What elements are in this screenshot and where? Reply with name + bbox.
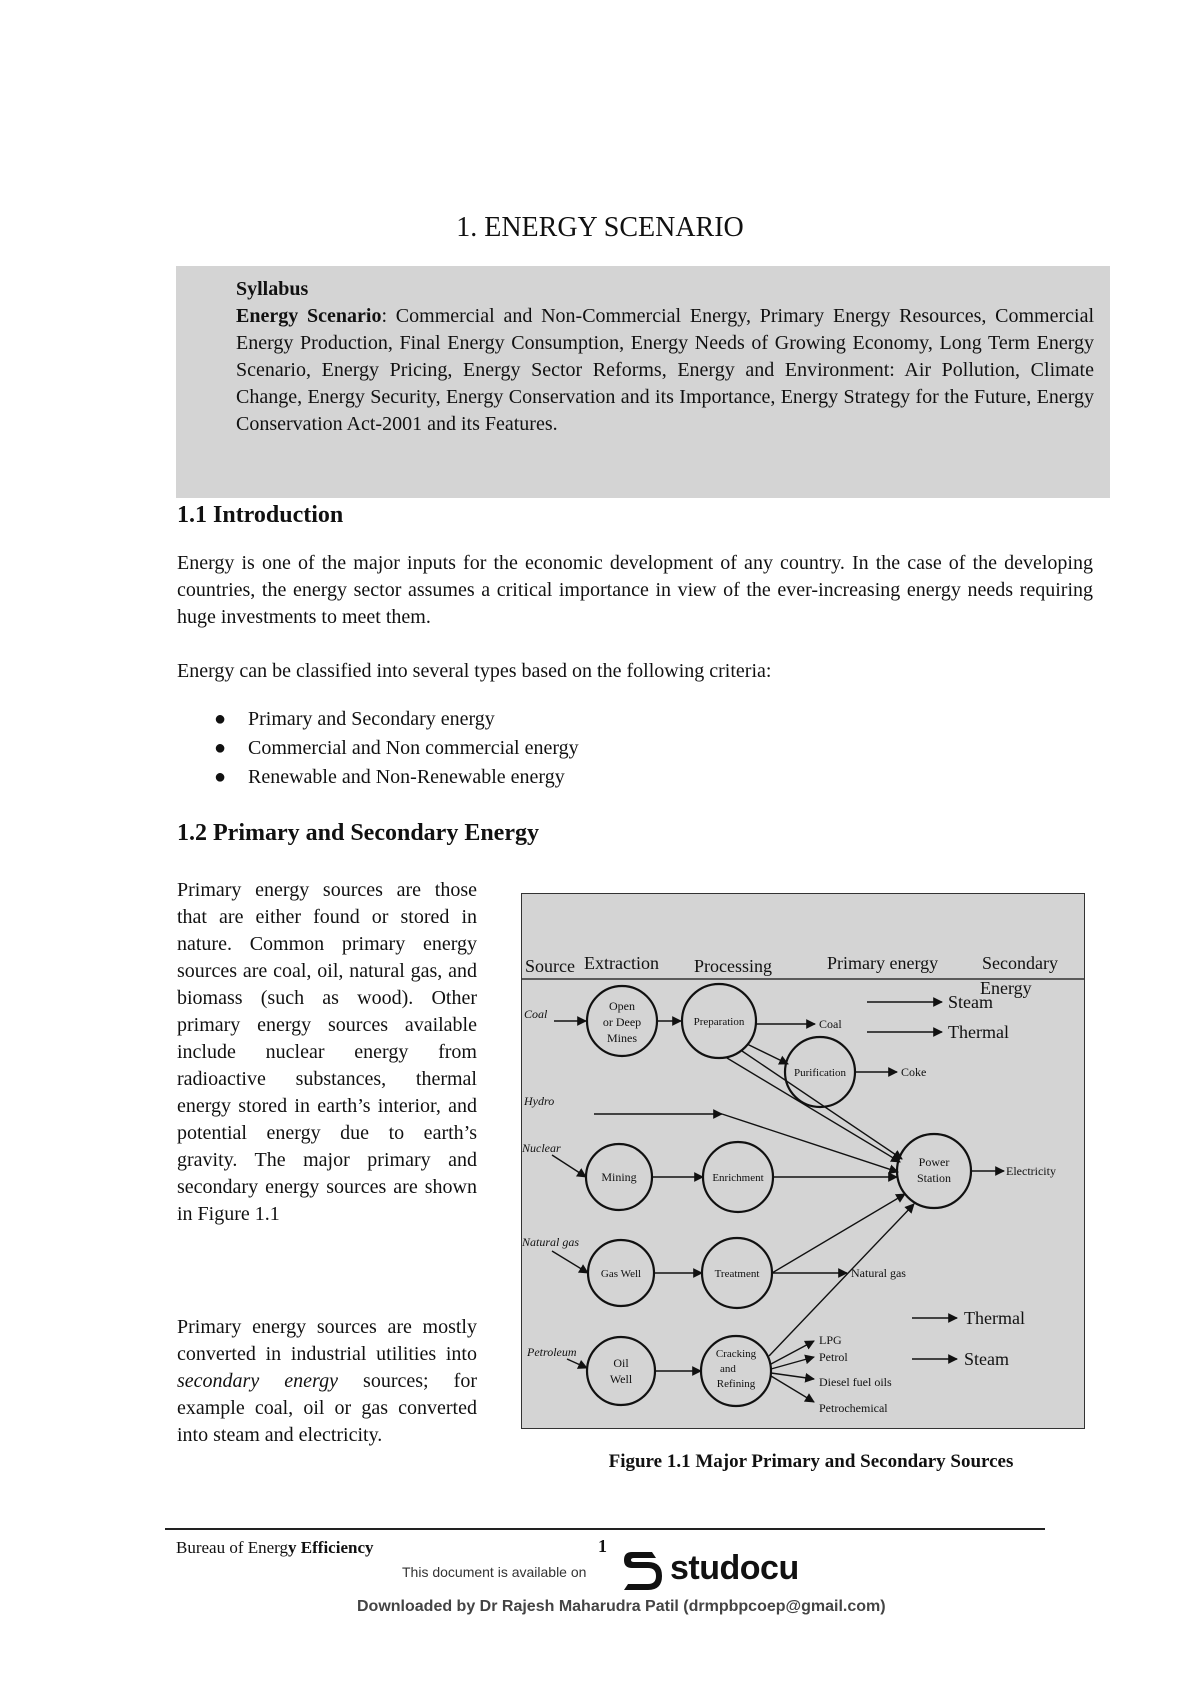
- node-label-gas-well: Gas Well: [600, 1268, 642, 1280]
- availability-notice: This document is available on: [402, 1564, 587, 1580]
- list-item: ● Renewable and Non-Renewable energy: [210, 763, 579, 792]
- intro-paragraph-1: Energy is one of the major inputs for the economic development of any country. In the case of the developing countries, the energy sector assumes a critical importance in view of the ever-increasing energy needs requiring huge investments to meet them.: [177, 552, 1093, 628]
- source-hydro: Hydro: [524, 1094, 555, 1108]
- node-label-cracking: Cracking: [715, 1348, 757, 1360]
- criteria-list: [210, 705, 579, 792]
- node-label-oil: Oil: [613, 1356, 629, 1370]
- source-natural-gas: Natural gas: [522, 1235, 580, 1249]
- secondary-energy-emphasis: secondary energy: [177, 1370, 338, 1392]
- node-label-enrichment: Enrichment: [712, 1172, 764, 1184]
- source-nuclear: Nuclear: [522, 1141, 561, 1155]
- source-coal: Coal: [524, 1007, 548, 1021]
- download-notice: Downloaded by Dr Rajesh Maharudra Patil (drmpbpcoep@gmail.com): [357, 1598, 886, 1615]
- syllabus-content: [236, 276, 1094, 438]
- energy-flow-diagram: [522, 894, 1084, 1428]
- footer-organization: Bureau of Energy Efficiency: [176, 1538, 374, 1557]
- syllabus-box: [176, 266, 1110, 498]
- product-coke: Coke: [901, 1065, 927, 1079]
- syllabus-label: Energy Scenario: [236, 305, 382, 327]
- syllabus-topics: : Commercial and Non-Commercial Energy, Primary Energy Resources, Commercial Energy Production, Final Energy Consumption, Energy Needs of Growing Economy, Long Term Energy Scenario, Energy Pricing, Energy Sector Reforms, Energy and Environment: Air Pollution, Climate Change, Energy Security, Energy Conservation and its Importance, Energy Strategy for the Future, Energy Conservation Act-2001 and its Features.: [236, 305, 1094, 435]
- bullet-icon: ●: [214, 766, 227, 788]
- product-petrochemical: Petrochemical: [819, 1401, 888, 1415]
- secondary-thermal-bottom: Thermal: [964, 1308, 1025, 1328]
- secondary-thermal-top: Thermal: [948, 1022, 1009, 1042]
- page-number: 1: [598, 1536, 607, 1556]
- list-item: ● Primary and Secondary energy: [210, 705, 579, 734]
- node-label-or-deep: or Deep: [602, 1015, 642, 1029]
- node-label-open: Open: [609, 999, 635, 1013]
- node-label-well: Well: [609, 1372, 633, 1386]
- header-energy: Energy: [980, 978, 1032, 998]
- figure-caption: Figure 1.1 Major Primary and Secondary Sources: [608, 1451, 1014, 1472]
- product-lpg: LPG: [819, 1333, 842, 1347]
- bullet-icon: ●: [214, 708, 227, 730]
- energy-flow-figure: [521, 893, 1085, 1429]
- header-primary-energy: Primary energy: [827, 953, 939, 973]
- header-processing: Processing: [694, 956, 772, 976]
- node-label-purification: Purification: [794, 1067, 846, 1079]
- node-label-mining: Mining: [601, 1170, 637, 1184]
- product-natural-gas: Natural gas: [851, 1266, 906, 1280]
- node-oil-well: [587, 1337, 655, 1405]
- section-heading-introduction: 1.1 Introduction: [177, 502, 344, 528]
- page-title: 1. ENERGY SCENARIO: [456, 212, 744, 243]
- footer-divider: [165, 1528, 1045, 1530]
- intro-paragraph-2: Energy can be classified into several types based on the following criteria:: [177, 660, 772, 682]
- node-label-and: and: [720, 1363, 736, 1375]
- product-electricity: Electricity: [1006, 1164, 1056, 1178]
- node-label-refining: Refining: [716, 1378, 756, 1390]
- node-label-preparation: Preparation: [693, 1016, 745, 1028]
- studocu-brand: studocu: [670, 1549, 799, 1587]
- syllabus-text: [236, 303, 1094, 438]
- node-label-treatment: Treatment: [714, 1268, 760, 1280]
- header-secondary: Secondary: [982, 953, 1058, 973]
- primary-sources-paragraph: Primary energy sources are those that are either found or stored in nature. Common primary energy sources are coal, oil, natural gas, and biomass (such as wood). Other primary energy sources available include nuclear energy from radioactive substances, thermal energy stored in earth’s interior, and potential energy due to earth’s gravity. The major primary and secondary energy sources are shown in Figure 1.1: [177, 879, 477, 1225]
- source-petroleum: Petroleum: [527, 1345, 577, 1359]
- product-coal: Coal: [819, 1017, 842, 1031]
- secondary-steam-top: Steam: [948, 992, 993, 1012]
- product-petrol: Petrol: [819, 1350, 848, 1364]
- section-heading-primary-secondary: 1.2 Primary and Secondary Energy: [177, 820, 539, 846]
- syllabus-heading: Syllabus: [236, 278, 309, 300]
- conversion-paragraph: Primary energy sources are mostly converted in industrial utilities into secondary energy sources; for example coal, oil or gas converted into steam and electricity.: [177, 1316, 478, 1446]
- studocu-logo-icon: [618, 1546, 666, 1594]
- node-cracking: [701, 1336, 771, 1406]
- product-diesel-fuel-oils: Diesel fuel oils: [819, 1375, 892, 1389]
- node-label-station: Station: [916, 1171, 952, 1185]
- secondary-steam-bottom: Steam: [964, 1349, 1009, 1369]
- bullet-icon: ●: [214, 737, 227, 759]
- header-source: Source: [525, 956, 575, 976]
- header-extraction: Extraction: [584, 953, 659, 973]
- node-label-power: Power: [918, 1155, 950, 1169]
- list-item: ● Commercial and Non commercial energy: [210, 734, 579, 763]
- node-label-mines: Mines: [607, 1031, 637, 1045]
